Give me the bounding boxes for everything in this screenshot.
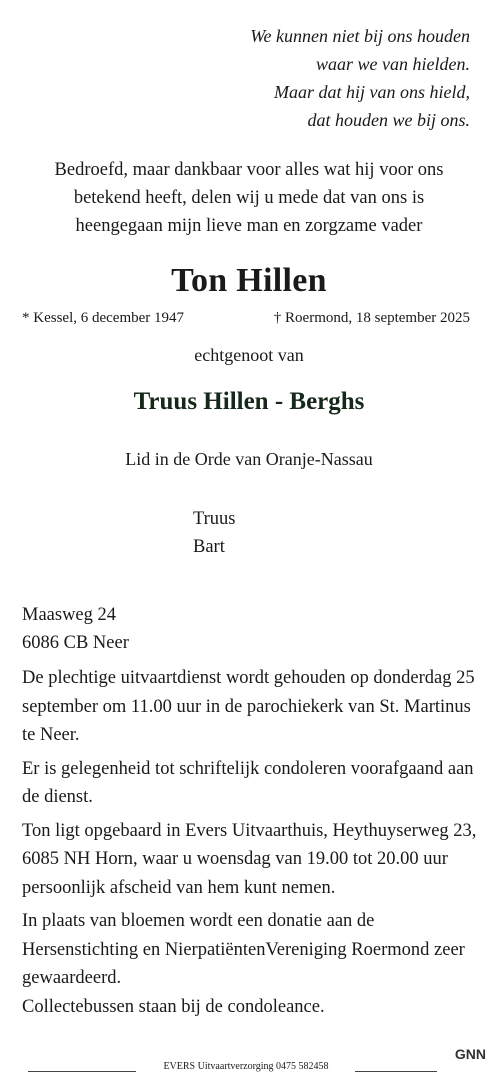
intro-line: heengegaan mijn lieve man en zorgzame vader [75, 216, 423, 236]
birth-info: * Kessel, 6 december 1947 [22, 310, 185, 326]
spouse-label: echtgenoot van [194, 345, 304, 365]
viewing-paragraph: Ton ligt opgebaard in Evers Uitvaarthuis, Heythuyserweg 23, 6085 NH Horn, waar u woensdag van 19.00 tot 20.00 uur persoonlijk afscheid van hem kunt nemen. [22, 820, 477, 898]
address-city: 6086 CB Neer [22, 633, 129, 653]
intro-text [0, 156, 498, 240]
poem-line: waar we van hielden. [316, 54, 470, 74]
donation-paragraph: In plaats van bloemen wordt een donatie aan de Hersenstichting en NierpatiëntenVereniging Roermond zeer gewaardeerd. Collectebussen staan bij de condoleance. [22, 911, 465, 1017]
undertaker-credit: EVERS Uitvaartverzorging 0475 582458 [163, 1061, 329, 1072]
condolence-paragraph: Er is gelegenheid tot schriftelijk condoleren voorafgaand aan de dienst. [22, 758, 474, 807]
spouse-name: Truus Hillen - Berghs [133, 388, 365, 415]
poem-line: dat houden we bij ons. [307, 110, 470, 130]
intro-line: betekend heeft, delen wij u mede dat van ons is [73, 188, 425, 208]
deceased-name: Ton Hillen [171, 262, 327, 299]
honor-text: Lid in de Orde van Oranje-Nassau [125, 449, 373, 469]
death-info: † Roermond, 18 september 2025 [273, 310, 470, 326]
service-paragraph: De plechtige uitvaartdienst wordt gehouden op donderdag 25 september om 11.00 uur in de parochiekerk van St. Martinus te Neer. [22, 668, 475, 745]
footer-divider-left [28, 1071, 136, 1072]
poem-line: We kunnen niet bij ons houden [250, 26, 470, 46]
family-list [193, 505, 236, 561]
publisher-logo: GNN [454, 1046, 486, 1062]
poem-line: Maar dat hij van ons hield, [274, 82, 470, 102]
address [22, 601, 129, 657]
footer-divider-right [355, 1071, 437, 1072]
poem [250, 22, 470, 134]
family-member: Truus [193, 509, 236, 529]
address-street: Maasweg 24 [22, 605, 117, 625]
family-member: Bart [193, 537, 225, 557]
intro-line: Bedroefd, maar dankbaar voor alles wat hij voor ons [54, 160, 444, 180]
funeral-details [22, 664, 480, 1026]
